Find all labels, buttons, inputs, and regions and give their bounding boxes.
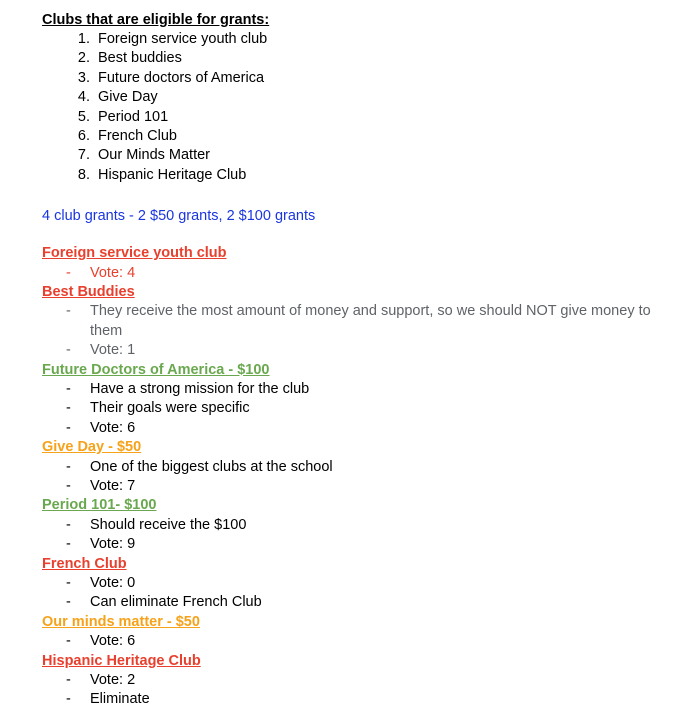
eligible-clubs-list (42, 30, 682, 185)
note-text: One of the biggest clubs at the school (90, 458, 333, 475)
note-text: Vote: 9 (90, 536, 136, 553)
club-notes-list (42, 302, 682, 360)
dash-bullet-icon: - (66, 691, 71, 708)
club-notes (42, 244, 682, 710)
club-title: Period 101- $100 (42, 497, 157, 514)
dash-bullet-icon: - (66, 303, 71, 320)
note-item (42, 458, 682, 477)
dash-bullet-icon: - (66, 477, 71, 494)
dash-bullet-icon: - (66, 516, 71, 533)
note-text: Their goals were specific (90, 400, 250, 417)
note-text: Vote: 6 (90, 633, 136, 650)
note-item (42, 264, 682, 283)
note-item (42, 399, 682, 418)
club-title: Hispanic Heritage Club (42, 652, 201, 669)
club-notes-list (42, 380, 682, 438)
eligible-club-item (42, 69, 682, 88)
list-number: 7. (77, 147, 90, 164)
club-title: French Club (42, 555, 127, 572)
note-item (42, 380, 682, 399)
note-item (42, 671, 682, 690)
list-number: 6. (77, 127, 90, 144)
club-title: Our minds matter - $50 (42, 613, 200, 630)
dash-bullet-icon: - (66, 458, 71, 475)
list-number: 8. (77, 166, 90, 183)
note-text: Should receive the $100 (90, 516, 247, 533)
note-text: Vote: 6 (90, 419, 136, 436)
note-text: Have a strong mission for the club (90, 380, 310, 397)
note-text: Vote: 7 (90, 477, 136, 494)
club-title: Foreign service youth club (42, 245, 227, 262)
note-text: They receive the most amount of money and support, so we should NOT give money to them (90, 303, 651, 339)
club-title: Future Doctors of America - $100 (42, 361, 270, 378)
note-text: Eliminate (90, 691, 150, 708)
dash-bullet-icon: - (66, 594, 71, 611)
club-notes-list (42, 632, 682, 651)
dash-bullet-icon: - (66, 342, 71, 359)
club-notes-list (42, 516, 682, 555)
club-name: Hispanic Heritage Club (98, 166, 247, 183)
note-item (42, 690, 682, 709)
note-item (42, 477, 682, 496)
list-number: 5. (77, 108, 90, 125)
document-body (42, 10, 682, 710)
note-text: Vote: 0 (90, 574, 136, 591)
eligible-club-item (42, 166, 682, 185)
club-title: Best Buddies (42, 283, 135, 300)
eligible-club-item (42, 88, 682, 107)
dash-bullet-icon: - (66, 633, 71, 650)
note-text: Vote: 4 (90, 264, 136, 281)
eligible-club-item (42, 146, 682, 165)
dash-bullet-icon: - (66, 264, 71, 281)
grants-summary: 4 club grants - 2 $50 grants, 2 $100 grants (42, 208, 316, 225)
note-text: Vote: 1 (90, 342, 136, 359)
dash-bullet-icon: - (66, 574, 71, 591)
note-item (42, 302, 682, 341)
note-item (42, 593, 682, 612)
note-item (42, 574, 682, 593)
club-title: Give Day - $50 (42, 439, 142, 456)
club-name: Foreign service youth club (98, 31, 268, 47)
club-notes-list (42, 264, 682, 283)
note-text: Can eliminate French Club (90, 594, 262, 611)
club-notes-list (42, 574, 682, 613)
club-name: Our Minds Matter (98, 147, 210, 164)
list-number: 1. (77, 31, 90, 47)
eligible-club-item (42, 49, 682, 68)
note-item (42, 341, 682, 360)
club-notes-list (42, 458, 682, 497)
note-item (42, 516, 682, 535)
club-name: French Club (98, 127, 177, 144)
eligible-clubs-heading: Clubs that are eligible for grants: (42, 12, 270, 28)
eligible-club-item (42, 108, 682, 127)
club-name: Future doctors of America (98, 69, 265, 86)
list-number: 3. (77, 69, 90, 86)
note-text: Vote: 2 (90, 671, 136, 688)
dash-bullet-icon: - (66, 536, 71, 553)
club-name: Best buddies (98, 50, 182, 67)
note-item (42, 632, 682, 651)
dash-bullet-icon: - (66, 380, 71, 397)
club-notes-list (42, 671, 682, 710)
list-number: 4. (77, 89, 90, 106)
note-item (42, 535, 682, 554)
dash-bullet-icon: - (66, 671, 71, 688)
list-number: 2. (77, 50, 90, 67)
note-item (42, 419, 682, 438)
eligible-club-item (42, 30, 682, 49)
dash-bullet-icon: - (66, 400, 71, 417)
dash-bullet-icon: - (66, 419, 71, 436)
club-name: Period 101 (98, 108, 169, 125)
eligible-club-item (42, 127, 682, 146)
club-name: Give Day (98, 89, 158, 106)
